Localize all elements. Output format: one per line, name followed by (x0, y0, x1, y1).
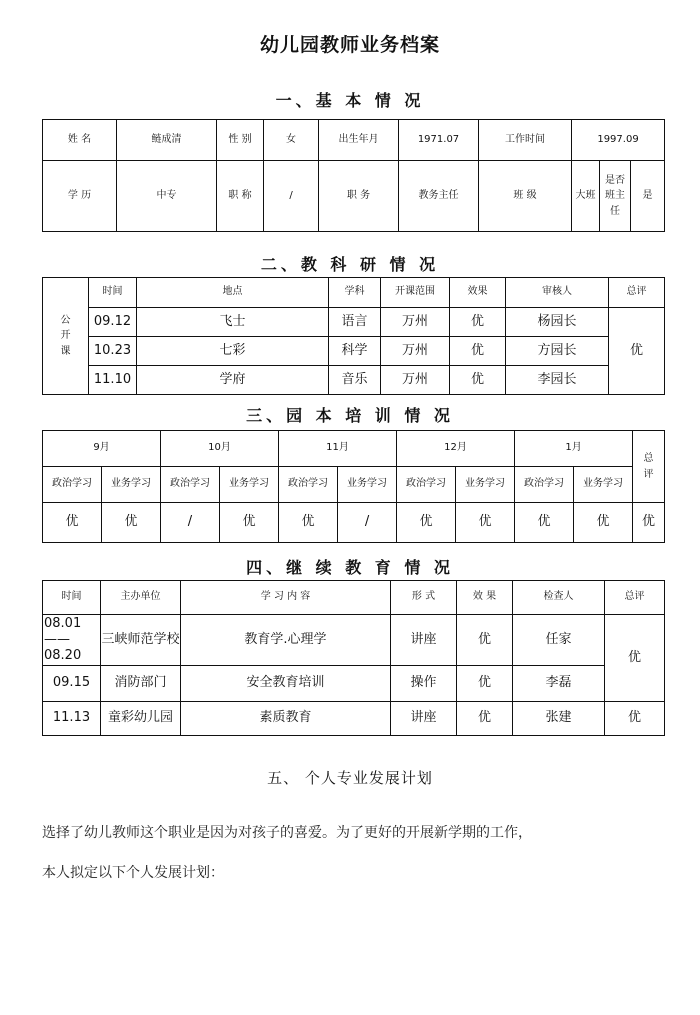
training-sub: 政治学习 (397, 467, 456, 503)
training-total-label: 总评 (643, 453, 654, 480)
training-result: 优 (279, 503, 338, 543)
research-subject: 科学 (329, 337, 381, 366)
education-time: 08.01——08.20 (43, 615, 101, 666)
work-label: 工作时间 (479, 120, 572, 161)
training-result: 优 (220, 503, 279, 543)
training-result: 优 (43, 503, 102, 543)
title-value: / (264, 161, 319, 232)
training-month: 10月 (161, 431, 279, 467)
research-heading: 二、教 科 研 情 况 (260, 255, 440, 274)
research-effect: 优 (450, 337, 506, 366)
gender-value: 女 (264, 120, 319, 161)
research-effect: 优 (450, 308, 506, 337)
research-header: 效果 (450, 278, 506, 308)
training-sub: 政治学习 (161, 467, 220, 503)
training-result: 优 (456, 503, 515, 543)
post-value: 教务主任 (399, 161, 479, 232)
training-sub: 政治学习 (279, 467, 338, 503)
research-table (42, 277, 665, 395)
birth-label: 出生年月 (319, 120, 399, 161)
research-reviewer: 李园长 (506, 366, 609, 395)
education-form: 讲座 (391, 702, 457, 736)
education-header: 效 果 (457, 581, 513, 615)
education-time: 11.13 (43, 702, 101, 736)
education-content: 素质教育 (181, 702, 391, 736)
table-row (43, 308, 665, 337)
table-row (43, 366, 665, 395)
gender-label: 性 别 (217, 120, 264, 161)
education-checker: 李磊 (513, 666, 605, 702)
education-header: 时间 (43, 581, 101, 615)
education-checker: 任家 (513, 615, 605, 666)
education-org: 三峡师范学校 (101, 615, 181, 666)
research-scope: 万州 (381, 337, 450, 366)
research-effect: 优 (450, 366, 506, 395)
name-label: 姓 名 (43, 120, 117, 161)
research-header: 地点 (137, 278, 329, 308)
research-header: 总评 (609, 278, 665, 308)
basic-table (42, 119, 665, 232)
research-reviewer: 方园长 (506, 337, 609, 366)
research-subject: 语言 (329, 308, 381, 337)
name-value: 鲢成清 (117, 120, 217, 161)
title-label: 职 称 (217, 161, 264, 232)
training-month: 9月 (43, 431, 161, 467)
training-heading: 三、园 本 培 训 情 况 (246, 406, 454, 425)
training-month: 1月 (515, 431, 633, 467)
edu-value: 中专 (117, 161, 217, 232)
plan-heading: 五、 个人专业发展计划 (267, 769, 433, 787)
research-header: 学科 (329, 278, 381, 308)
research-header: 审核人 (506, 278, 609, 308)
training-sub: 业务学习 (220, 467, 279, 503)
post-label: 职 务 (319, 161, 399, 232)
table-row (43, 503, 665, 543)
education-effect: 优 (457, 702, 513, 736)
education-time: 09.15 (43, 666, 101, 702)
education-header: 主办单位 (101, 581, 181, 615)
training-result: / (338, 503, 397, 543)
research-scope: 万州 (381, 366, 450, 395)
class-value: 大班 (572, 161, 600, 232)
education-org: 消防部门 (101, 666, 181, 702)
research-side-label: 公开课 (60, 314, 71, 357)
training-sub: 政治学习 (515, 467, 574, 503)
training-month: 11月 (279, 431, 397, 467)
table-row (43, 615, 665, 666)
education-header: 形 式 (391, 581, 457, 615)
education-content: 安全教育培训 (181, 666, 391, 702)
research-time: 10.23 (89, 337, 137, 366)
education-checker: 张建 (513, 702, 605, 736)
research-reviewer: 杨园长 (506, 308, 609, 337)
training-sub: 业务学习 (338, 467, 397, 503)
education-header: 总评 (605, 581, 665, 615)
training-result: 优 (397, 503, 456, 543)
research-place: 飞士 (137, 308, 329, 337)
head-label: 是否班主任 (605, 174, 625, 217)
page-title: 幼儿园教师业务档案 (259, 34, 440, 56)
education-total: 优 (605, 702, 665, 736)
work-value: 1997.09 (572, 120, 665, 161)
plan-line-2: 本人拟定以下个人发展计划： (42, 865, 224, 881)
education-header: 学 习 内 容 (181, 581, 391, 615)
research-place: 学府 (137, 366, 329, 395)
birth-value: 1971.07 (399, 120, 479, 161)
training-result: 优 (102, 503, 161, 543)
education-org: 童彩幼儿园 (101, 702, 181, 736)
basic-heading: 一、基 本 情 况 (275, 91, 425, 110)
table-row (43, 702, 665, 736)
training-sub: 业务学习 (574, 467, 633, 503)
research-time: 11.10 (89, 366, 137, 395)
training-result: / (161, 503, 220, 543)
research-header: 时间 (89, 278, 137, 308)
training-result: 优 (574, 503, 633, 543)
table-row (43, 666, 665, 702)
education-form: 讲座 (391, 615, 457, 666)
research-subject: 音乐 (329, 366, 381, 395)
training-table (42, 430, 665, 543)
research-scope: 万州 (381, 308, 450, 337)
education-effect: 优 (457, 666, 513, 702)
education-form: 操作 (391, 666, 457, 702)
training-sub: 政治学习 (43, 467, 102, 503)
education-content: 教育学.心理学 (181, 615, 391, 666)
training-sub: 业务学习 (456, 467, 515, 503)
research-header: 开课范围 (381, 278, 450, 308)
table-row (43, 337, 665, 366)
education-header: 检查人 (513, 581, 605, 615)
education-effect: 优 (457, 615, 513, 666)
research-place: 七彩 (137, 337, 329, 366)
education-total: 优 (605, 615, 665, 702)
plan-line-1: 选择了幼儿教师这个职业是因为对孩子的喜爱。为了更好的开展新学期的工作， (42, 825, 532, 841)
research-total: 优 (609, 308, 665, 395)
research-time: 09.12 (89, 308, 137, 337)
edu-label: 学 历 (43, 161, 117, 232)
education-heading: 四、继 续 教 育 情 况 (246, 558, 454, 577)
training-month: 12月 (397, 431, 515, 467)
training-result: 优 (515, 503, 574, 543)
class-label: 班 级 (479, 161, 572, 232)
head-value: 是 (631, 161, 665, 232)
training-total: 优 (633, 503, 665, 543)
education-table (42, 580, 665, 736)
training-sub: 业务学习 (102, 467, 161, 503)
